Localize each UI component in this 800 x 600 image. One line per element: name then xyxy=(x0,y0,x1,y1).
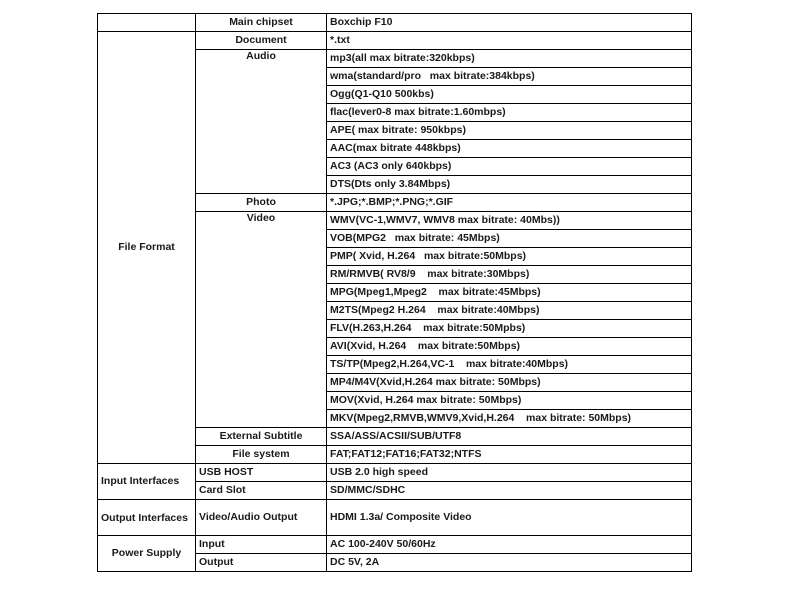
table-row xyxy=(98,14,692,32)
spec-value: APE( max bitrate: 950kbps) xyxy=(327,122,692,140)
spec-value: FLV(H.263,H.264 max bitrate:50Mpbs) xyxy=(327,320,692,338)
category-output-interfaces: Output Interfaces xyxy=(98,500,196,536)
spec-value: WMV(VC-1,WMV7, WMV8 max bitrate: 40Mbs)) xyxy=(327,212,692,230)
spec-value: *.JPG;*.BMP;*.PNG;*.GIF xyxy=(327,194,692,212)
subcategory-photo: Photo xyxy=(196,194,327,212)
spec-value: AAC(max bitrate 448kbps) xyxy=(327,140,692,158)
spec-value: AC 100-240V 50/60Hz xyxy=(327,536,692,554)
spec-value: AC3 (AC3 only 640kbps) xyxy=(327,158,692,176)
subcategory-video-audio-output: Video/Audio Output xyxy=(196,500,327,536)
spec-value: TS/TP(Mpeg2,H.264,VC-1 max bitrate:40Mbps) xyxy=(327,356,692,374)
spec-value: PMP( Xvid, H.264 max bitrate:50Mbps) xyxy=(327,248,692,266)
spec-value: DTS(Dts only 3.84Mbps) xyxy=(327,176,692,194)
empty-cell xyxy=(98,14,196,32)
table-row xyxy=(98,536,692,554)
spec-value: wma(standard/pro max bitrate:384kbps) xyxy=(327,68,692,86)
spec-value: USB 2.0 high speed xyxy=(327,464,692,482)
spec-sheet xyxy=(97,13,692,572)
subcategory-audio: Audio xyxy=(196,50,327,194)
spec-value: FAT;FAT12;FAT16;FAT32;NTFS xyxy=(327,446,692,464)
spec-table xyxy=(97,13,692,572)
spec-value: HDMI 1.3a/ Composite Video xyxy=(327,500,692,536)
category-power-supply: Power Supply xyxy=(98,536,196,572)
category-file-format: File Format xyxy=(98,32,196,464)
spec-value: SD/MMC/SDHC xyxy=(327,482,692,500)
spec-value: VOB(MPG2 max bitrate: 45Mbps) xyxy=(327,230,692,248)
spec-label: Main chipset xyxy=(196,14,327,32)
subcategory-video: Video xyxy=(196,212,327,428)
table-row xyxy=(98,32,692,50)
subcategory-external-subtitle: External Subtitle xyxy=(196,428,327,446)
subcategory-file-system: File system xyxy=(196,446,327,464)
spec-value: MKV(Mpeg2,RMVB,WMV9,Xvid,H.264 max bitrate: 50Mbps) xyxy=(327,410,692,428)
spec-value: SSA/ASS/ACSII/SUB/UTF8 xyxy=(327,428,692,446)
subcategory-usb-host: USB HOST xyxy=(196,464,327,482)
spec-value: M2TS(Mpeg2 H.264 max bitrate:40Mbps) xyxy=(327,302,692,320)
spec-value: RM/RMVB( RV8/9 max bitrate:30Mbps) xyxy=(327,266,692,284)
category-input-interfaces: Input Interfaces xyxy=(98,464,196,500)
spec-value: MPG(Mpeg1,Mpeg2 max bitrate:45Mbps) xyxy=(327,284,692,302)
subcategory-output: Output xyxy=(196,554,327,572)
spec-value: Boxchip F10 xyxy=(327,14,692,32)
spec-value: MOV(Xvid, H.264 max bitrate: 50Mbps) xyxy=(327,392,692,410)
subcategory-document: Document xyxy=(196,32,327,50)
spec-value: flac(lever0-8 max bitrate:1.60mbps) xyxy=(327,104,692,122)
table-row xyxy=(98,464,692,482)
spec-value: AVI(Xvid, H.264 max bitrate:50Mbps) xyxy=(327,338,692,356)
spec-value: mp3(all max bitrate:320kbps) xyxy=(327,50,692,68)
spec-value: DC 5V, 2A xyxy=(327,554,692,572)
spec-value: *.txt xyxy=(327,32,692,50)
table-row xyxy=(98,500,692,536)
spec-value: Ogg(Q1-Q10 500kbs) xyxy=(327,86,692,104)
subcategory-card-slot: Card Slot xyxy=(196,482,327,500)
spec-value: MP4/M4V(Xvid,H.264 max bitrate: 50Mbps) xyxy=(327,374,692,392)
subcategory-input: Input xyxy=(196,536,327,554)
